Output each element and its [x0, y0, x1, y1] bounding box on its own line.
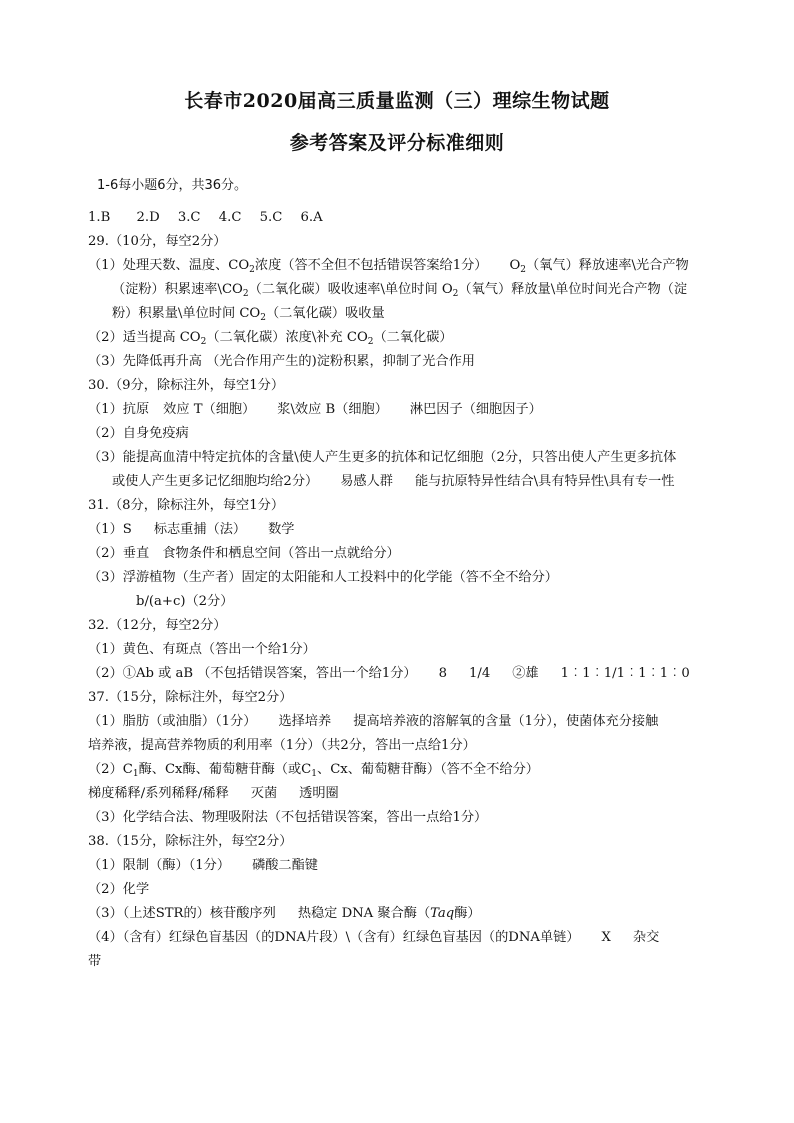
page-title: 长春市2020届高三质量监测（三）理综生物试题 — [184, 90, 610, 112]
q31-answer-2: （2）垂直 食物条件和栖息空间（答出一点就给分） — [88, 546, 400, 561]
page-subtitle: 参考答案及评分标准细则 — [289, 132, 505, 154]
q37-answer-2-line-2: 梯度稀释/系列稀释/稀释 灭菌 透明圈 — [88, 786, 339, 801]
q37-answer-2-line-1: $(2)C_1$酶、Cx酶、葡萄糖苷酶（或$C_1$、Cx、葡萄糖苷酶）（答不全不给分） — [88, 762, 539, 779]
q29-answer-1-line-3: 粉）积累量\单位时间 $CO_2$（二氧化碳）吸收量 — [112, 306, 385, 323]
q38-answer-4: （4）（含有）红绿色盲基因（的DNA片段）\（含有）红绿色盲基因（的DNA单链） X 杂交 — [88, 930, 660, 945]
q30-answer-2: （2）自身免疫病 — [88, 426, 189, 441]
q30-answer-3-line-1: （3）能提高血清中特定抗体的含量\使人产生更多的抗体和记忆细胞（2分，只答出使人产生更多抗体 — [88, 450, 677, 465]
mc-answer: 2.D — [136, 210, 160, 225]
q38-answer-4-line-2: 带 — [88, 954, 102, 969]
q29-answer-2: （2）适当提高 $CO_2$（二氧化碳）浓度\补充 $CO_2$（二氧化碳） — [88, 330, 453, 347]
q37-answer-1-line-1: （1）脂肪（或油脂）（1分） 选择培养 提高培养液的溶解氧的含量（1分），使菌体充分接触 — [88, 714, 659, 729]
mc-answer: 6.A — [300, 210, 323, 225]
q30-answer-3-line-2: 或使人产生更多记忆细胞均给2分） 易感人群 能与抗原特异性结合\具有特异性\具有专一性 — [112, 474, 675, 489]
q37-answer-1-line-2: 培养液，提高营养物质的利用率（1分）（共2分，答出一点给1分） — [88, 738, 476, 753]
q29-header: 29.（10分，每空2分） — [88, 234, 227, 249]
q38-header: 38.（15分，除标注外，每空2分） — [88, 834, 293, 849]
mc-answer: 3.C — [177, 210, 201, 225]
q31-answer-1: （1）S 标志重捕（法） 数学 — [88, 522, 295, 537]
q30-answer-1: （1）抗原 效应 T（细胞） 浆\效应 B（细胞） 淋巴因子（细胞因子） — [88, 402, 542, 417]
q38-answer-1: （1）限制（酶）（1分） 磷酸二酯键 — [88, 858, 318, 873]
q31-answer-3: （3）浮游植物（生产者）固定的太阳能和人工投料中的化学能（答不全不给分） — [88, 570, 558, 585]
q29-answer-3: （3）先降低再升高 （光合作用产生的)淀粉积累，抑制了光合作用 — [88, 354, 475, 369]
intro-text: 1-6每小题6分，共36分。 — [97, 178, 248, 193]
q32-answer-1: （1）黄色、有斑点（答出一个给1分） — [88, 642, 316, 657]
q29-answer-1-line-1: （1）处理天数、温度、$CO_2$浓度（答不全但不包括错误答案给1分） $O_2$（氧气）释放速率\光合产物 — [88, 258, 689, 275]
q30-header: 30.（9分，除标注外，每空1分） — [88, 378, 285, 393]
q37-answer-3: （3）化学结合法、物理吸附法（不包括错误答案，答出一点给1分） — [88, 810, 488, 825]
q37-header: 37.（15分，除标注外，每空2分） — [88, 690, 293, 705]
q29-answer-1-line-2: （淀粉）积累速率$\backslash CO_2$（二氧化碳）吸收速率\单位时间 $O_2$（氧气）释放量\单位时间光合产物（淀 — [112, 282, 688, 299]
q38-answer-3: （3）（上述STR的）核苷酸序列 热稳定 DNA 聚合酶（Taq酶） — [88, 906, 481, 921]
mc-answer: 1.B — [88, 210, 111, 225]
q32-answer-2: （2）①Ab 或 aB （不包括错误答案，答出一个给1分） 8 1/4 ②雄 1︰1︰1/1︰1︰1︰0 — [88, 666, 690, 681]
q32-header: 32.（12分，每空2分） — [88, 618, 227, 633]
mc-answers — [88, 206, 728, 230]
answer-body — [88, 206, 728, 974]
mc-answer: 4.C — [218, 210, 242, 225]
mc-answer: 5.C — [259, 210, 283, 225]
q31-header: 31.（8分，除标注外，每空1分） — [88, 498, 285, 513]
q38-answer-2: （2）化学 — [88, 882, 150, 897]
q31-formula: b/(a+c)（2分） — [136, 594, 234, 609]
